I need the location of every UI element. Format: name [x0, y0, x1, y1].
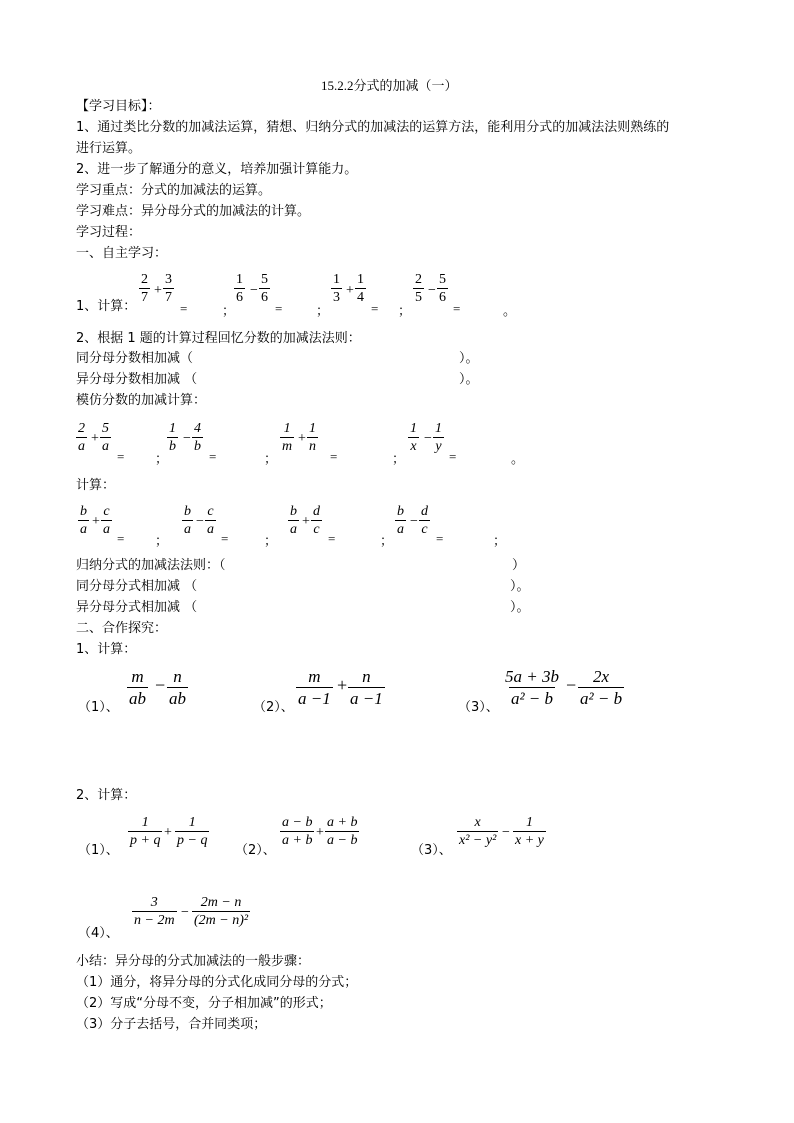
equals-sign: =	[453, 301, 461, 316]
period: 。	[503, 304, 517, 319]
plus-sign: +	[302, 514, 310, 529]
fraction: $\frac{c}{a}$	[103, 504, 110, 537]
fraction: $\frac{2x}{\text{a² − b}}$	[580, 667, 623, 708]
close-paren: ）。	[510, 579, 530, 594]
fraction: $\frac{2}{a}$	[78, 421, 85, 454]
minus-sign: −	[502, 825, 510, 840]
semicolon: ；	[264, 452, 278, 467]
fraction: $\frac{a - b}{a + b}$	[282, 815, 313, 848]
equals-sign: =	[117, 531, 125, 546]
plus-sign: +	[346, 283, 354, 298]
item-label-2: （2）、	[253, 700, 294, 715]
fraction: $\frac{5}{6}$	[261, 272, 268, 305]
fraction: $\frac{b}{a}$	[184, 504, 191, 537]
key-point: 学习重点：分式的加减法的运算。	[76, 183, 272, 198]
summary-step-3: （3）分子去括号，合并同类项；	[76, 1017, 267, 1032]
fraction: $\frac{5a + 3b}{\text{a² − b}}$	[505, 667, 559, 708]
fraction: $\frac{m}{ab}$	[129, 667, 146, 708]
section-2-heading: 二、合作探究：	[76, 621, 168, 636]
fraction: $\frac{1}{x}$	[410, 421, 417, 454]
fraction: $\frac{5}{a}$	[102, 421, 109, 454]
rule-same-denominator-fractions: 同分母分式相加减 （	[76, 579, 198, 594]
equals-sign: =	[117, 449, 125, 464]
fraction: $\frac{b}{a}$	[80, 504, 87, 537]
fraction: $\frac{1}{y}$	[435, 421, 442, 454]
fraction: $\frac{1}{n}$	[309, 421, 316, 454]
rule-different-denominator-numbers: 异分母分数相加减 （	[76, 372, 198, 387]
section-1-heading: 一、自主学习：	[76, 246, 168, 261]
minus-sign: −	[428, 283, 436, 298]
minus-sign: −	[410, 514, 418, 529]
fraction: $\frac{d}{c}$	[313, 504, 320, 537]
semicolon: ；	[222, 304, 236, 319]
semicolon: ；	[493, 534, 507, 549]
semicolon: ；	[264, 534, 278, 549]
fraction: $\frac{c}{a}$	[207, 504, 214, 537]
fraction: $\frac{2}{5}$	[415, 272, 422, 305]
goal-2: 2、进一步了解通分的意义，培养加强计算能力。	[76, 162, 358, 177]
fraction: $\frac{2}{7}$	[141, 272, 148, 305]
goal-1-line-1: 1、通过类比分数的加减法运算，猜想、归纳分式的加减法的运算方法，能利用分式的加减法法则熟练的	[76, 120, 670, 135]
question-2: 2、根据 1 题的计算过程回忆分数的加减法法则：	[76, 331, 361, 346]
fraction: $\frac{d}{c}$	[421, 504, 428, 537]
equals-sign: =	[330, 449, 338, 464]
rule-different-denominator-fractions: 异分母分式相加减 （	[76, 600, 198, 615]
calc-1-label: 1、计算：	[76, 299, 137, 314]
item-label-2: （2）、	[235, 843, 276, 858]
fraction: $\frac{n}{a -1}$	[350, 667, 383, 708]
semicolon: ；	[155, 534, 169, 549]
semicolon: ；	[380, 534, 394, 549]
fraction: $\frac{4}{b}$	[194, 421, 201, 454]
minus-sign: −	[566, 675, 577, 695]
minus-sign: −	[181, 905, 189, 920]
imitate-heading: 模仿分数的加减计算：	[76, 393, 207, 408]
minus-sign: −	[196, 514, 204, 529]
minus-sign: −	[183, 431, 191, 446]
item-label-3: （3）、	[458, 700, 499, 715]
fraction: $\frac{1}{p - q}$	[177, 815, 208, 848]
fraction: $\frac{3}{n - 2m}$	[134, 895, 175, 928]
plus-sign: +	[154, 283, 162, 298]
plus-sign: +	[337, 675, 348, 695]
equals-sign: =	[221, 531, 229, 546]
fraction: $\frac{3}{7}$	[165, 272, 172, 305]
coop-1-label: 1、计算：	[76, 642, 137, 657]
equals-sign: =	[371, 301, 379, 316]
item-label-4: （4）、	[78, 926, 119, 941]
semicolon: ；	[316, 304, 330, 319]
fraction: $\frac{n}{ab}$	[169, 667, 186, 708]
fraction: $\frac{a + b}{a - b}$	[327, 815, 358, 848]
goal-1-line-2: 进行运算。	[76, 141, 142, 156]
plus-sign: +	[92, 514, 100, 529]
equals-sign: =	[275, 301, 283, 316]
fraction: $\frac{5}{6}$	[439, 272, 446, 305]
plus-sign: +	[298, 431, 306, 446]
equals-sign: =	[180, 301, 188, 316]
process-heading: 学习过程：	[76, 225, 142, 240]
equals-sign: =	[449, 449, 457, 464]
semicolon: ；	[392, 452, 406, 467]
coop-2-label: 2、计算：	[76, 788, 137, 803]
induce-rule: 归纳分式的加减法法则：（	[76, 558, 226, 573]
close-paren: ）。	[510, 600, 530, 615]
semicolon: ；	[398, 304, 412, 319]
summary-heading: 小结：异分母的分式加减法的一般步骤：	[76, 954, 311, 969]
period: 。	[511, 452, 525, 467]
difficulty: 学习难点：异分母分式的加减法的计算。	[76, 204, 311, 219]
fraction: $\frac{1}{p + q}$	[130, 815, 161, 848]
fraction: $\frac{1}{x + y}$	[515, 815, 544, 848]
fraction: $\frac{1}{m}$	[282, 421, 293, 454]
fraction: $\frac{b}{a}$	[290, 504, 297, 537]
equals-sign: =	[436, 531, 444, 546]
plus-sign: +	[91, 431, 99, 446]
close-paren: ）	[512, 558, 526, 573]
minus-sign: −	[250, 283, 258, 298]
summary-step-1: （1）通分，将异分母的分式化成同分母的分式；	[76, 975, 358, 990]
page-title: 15.2.2分式的加减（一）	[321, 78, 458, 93]
goals-heading: 【学习目标】：	[76, 99, 161, 114]
item-label-1: （1）、	[78, 700, 119, 715]
semicolon: ；	[155, 452, 169, 467]
fraction: $\frac{2m - n}{\text{(2m − n)²}}$	[194, 895, 249, 928]
minus-sign: −	[424, 431, 432, 446]
rule-same-denominator-numbers: 同分母分数相加减（	[76, 351, 194, 366]
equals-sign: =	[328, 531, 336, 546]
close-paren: ）。	[459, 351, 479, 366]
plus-sign: +	[316, 825, 324, 840]
fraction: $\frac{1}{b}$	[169, 421, 176, 454]
summary-step-2: （2）写成“分母不变，分子相加减”的形式；	[76, 996, 332, 1011]
fraction: $\frac{1}{6}$	[236, 272, 243, 305]
fraction: $\frac{1}{4}$	[357, 272, 364, 305]
close-paren: ）。	[459, 372, 479, 387]
fraction: $\frac{m}{a -1}$	[298, 667, 331, 708]
item-label-1: （1）、	[78, 843, 119, 858]
fraction: $\frac{x}{\text{x² − y²}}$	[459, 815, 497, 848]
fraction: $\frac{1}{3}$	[333, 272, 340, 305]
calc-label: 计算：	[76, 478, 116, 493]
fraction: $\frac{b}{a}$	[397, 504, 404, 537]
equals-sign: =	[209, 449, 217, 464]
minus-sign: −	[155, 675, 166, 695]
item-label-3: （3）、	[411, 843, 452, 858]
plus-sign: +	[164, 825, 172, 840]
